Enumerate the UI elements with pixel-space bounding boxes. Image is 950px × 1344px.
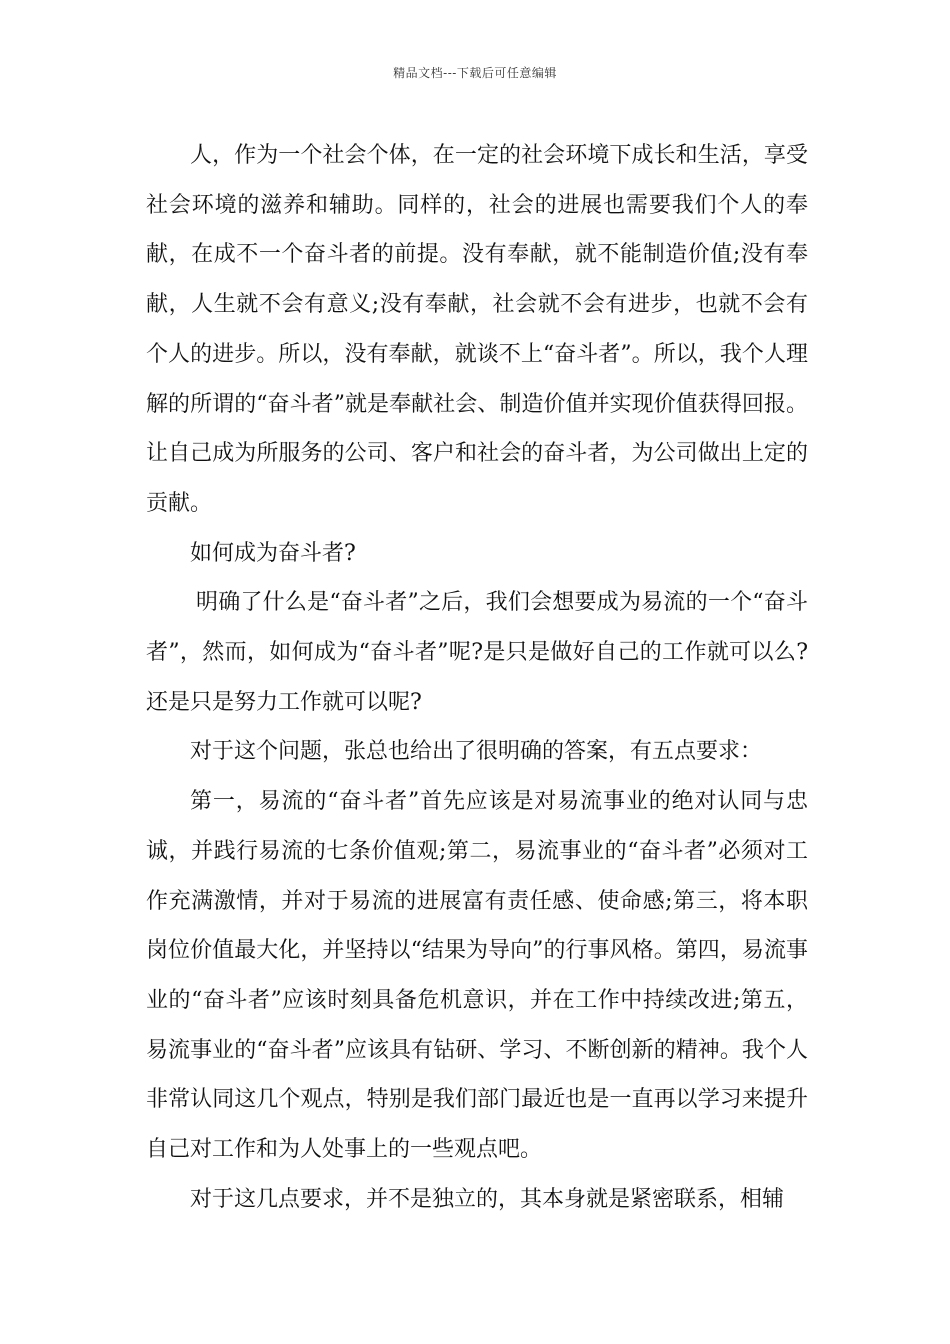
paragraph-contribution: 人，作为一个社会个体，在一定的社会环境下成长和生活，享受社会环境的滋养和辅助。同样的，社会的进展也需要我们个人的奉献，在成不一个奋斗者的前提。没有奉献，就不能制造价值;没有奉献，人生就不会有意义;没有奉献，社会就不会有进步，也就不会有个人的进步。所以，没有奉献，就谈不上“奋斗者”。所以，我个人理解的所谓的“奋斗者”就是奉献社会、制造价值并实现价值获得回报。让自己成为所服务的公司、客户和社会的奋斗者，为公司做出上定的贡献。: [146, 143, 808, 516]
paragraph-five-requirements: 第一，易流的“奋斗者”首先应该是对易流事业的绝对认同与忠诚，并践行易流的七条价值观;第二，易流事业的“奋斗者”必须对工作充满激情，并对于易流的进展富有责任感、使命感;第三，将本职岗位价值最大化，并坚持以“结果为导向”的行事风格。第四，易流事业的“奋斗者”应该时刻具备危机意识，并在工作中持续改进;第五，易流事业的“奋斗者”应该具有钻研、学习、不断创新的精神。我个人非常认同这几个观点，特别是我们部门最近也是一直再以学习来提升自己对工作和为人处事上的一些观点吧。: [146, 789, 808, 1163]
paragraph-question: 明确了什么是“奋斗者”之后，我们会想要成为易流的一个“奋斗者”，然而，如何成为“奋斗者”呢?是只是做好自己的工作就可以么?还是只是努力工作就可以呢?: [146, 590, 808, 715]
section-heading-how-to-become: 如何成为奋斗者?: [190, 540, 356, 566]
paragraph-answer-intro: 对于这个问题，张总也给出了很明确的答案，有五点要求：: [190, 739, 763, 765]
paragraph-conclusion: 对于这几点要求，并不是独立的，其本身就是紧密联系，相辅: [190, 1186, 785, 1212]
page-header: 精品文档---下载后可任意编辑: [393, 66, 557, 80]
document-body: [146, 131, 808, 1224]
